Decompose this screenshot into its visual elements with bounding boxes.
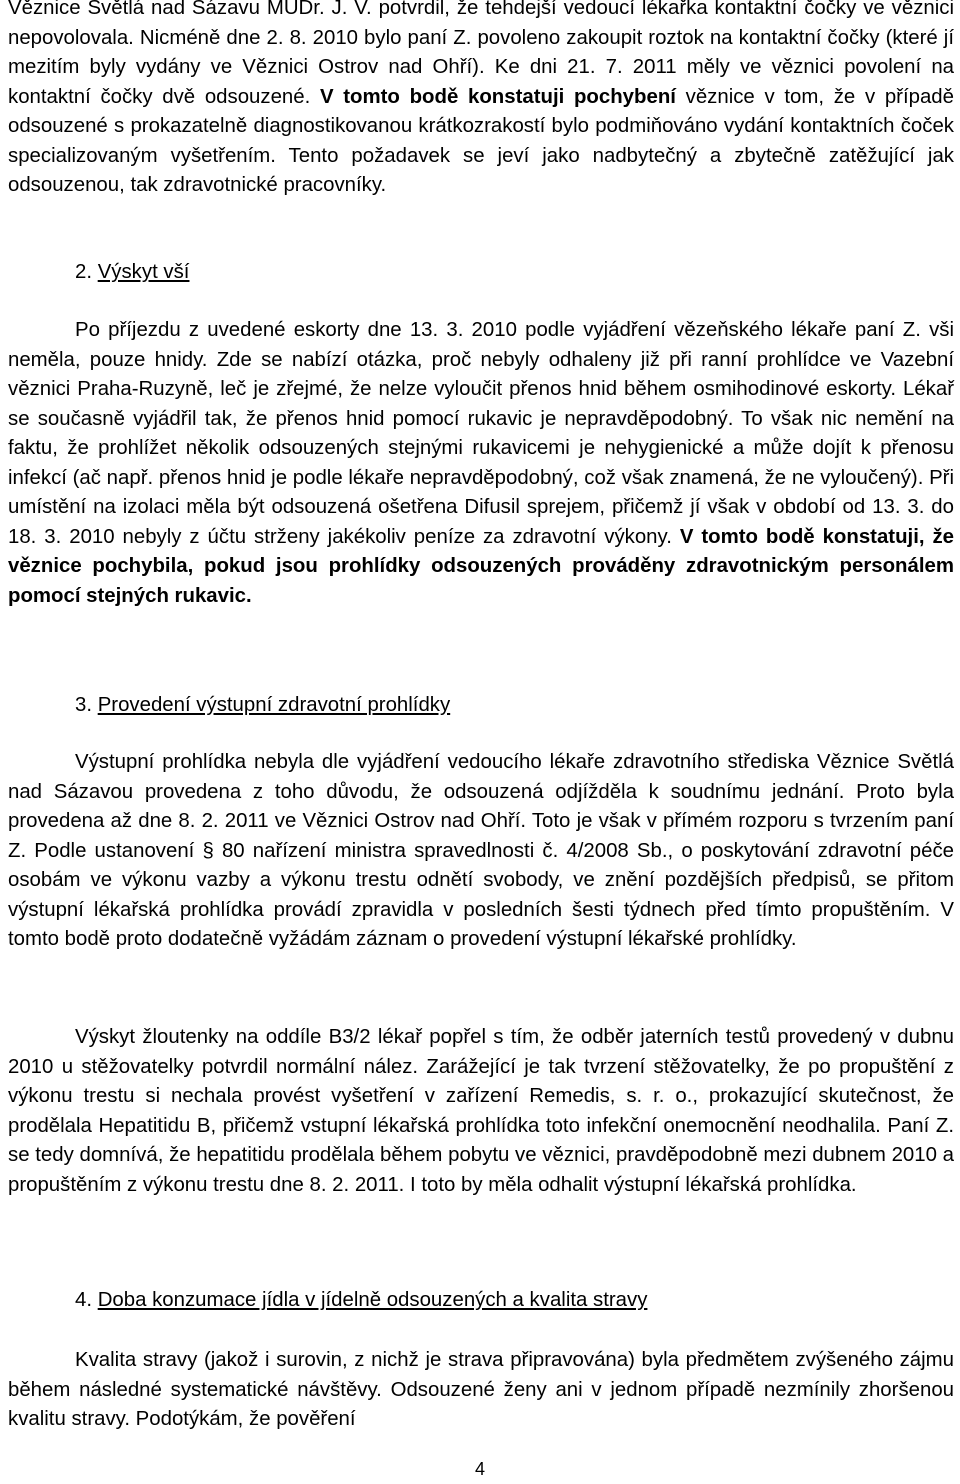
- section-heading-lice: [75, 258, 189, 288]
- paragraph-text: Po příjezdu z uvedené eskorty dne 13. 3. 2010 podle vyjádření vězeňského lékaře paní Z. vši neměla, pouze hnidy. Zde se nabízí otázka, proč nebyly odhaleny již při ranní prohlídce ve Vazební věznici Praha-Ruzyně, leč je zřejmé, že nelze vyloučit přenos hnid během osmihodinové eskorty. Lékař se současně vyjádřil tak, že přenos hnid pomocí rukavic je nepravděpodobný. To však nic nemění na faktu, že prohlížet několik odsouzených stejnými rukavicemi je nehygienické a může dojít k přenosu infekcí (ač např. přenos hnid je podle lékaře nepravděpodobný, což však znamená, že ne vyloučený). Při umístění na izolaci měla být odsouzená ošetřena Difusil sprejem, přičemž jí však v období od 13. 3. do 18. 3. 2010 nebyly z účtu strženy jakékoliv peníze za zdravotní výkony.: [8, 319, 954, 548]
- section-title: Provedení výstupní zdravotní prohlídky: [97, 694, 451, 716]
- section-title: Výskyt vší: [97, 261, 190, 283]
- paragraph-hepatitis: Výskyt žloutenky na oddíle B3/2 lékař popřel s tím, že odběr jaterních testů provedený v dubnu 2010 u stěžovatelky potvrdil normální nález. Zarážející je tak tvrzení stěžovatelky, že po propuštění z výkonu trestu si nechala provést vyšetření v zařízení Remedis, s. r. o., prokazující skutečnost, že prodělala Hepatitidu B, přičemž vstupní lékařská prohlídka toto infekční onemocnění neodhalila. Paní Z. se tedy domnívá, že hepatitidu prodělala během pobytu ve věznici, pravděpodobně mezi dubnem 2010 a propuštěním z výkonu trestu dne 8. 2. 2011. I toto by měla odhalit výstupní lékařská prohlídka.: [8, 1026, 954, 1196]
- paragraph-lice: [8, 316, 954, 611]
- section-number: 4.: [75, 1289, 93, 1311]
- paragraph-text: Věznice Světlá nad Sázavu MUDr. J. V. potvrdil, že tehdejší vedoucí lékařka kontaktní čočky ve věznici nepovolovala. Nicméně dne 2. 8. 2010 bylo paní Z. povoleno zakoupit roztok na kontaktní čočky (které jí mezitím byly vydány ve Věznici Ostrov nad Ohří). Ke dni 21. 7. 2011 měly ve věznici povolení na kontaktní čočky dvě odsouzené.: [8, 0, 954, 108]
- paragraph-exit-exam: Výstupní prohlídka nebyla dle vyjádření vedoucího lékaře zdravotního střediska Věznice Světlá nad Sázavou provedena z toho důvodu, že odsouzená odjížděla k soudnímu jednání. Proto byla provedena až dne 8. 2. 2011 ve Věznici Ostrov nad Ohří. Toto je však v přímém rozporu s tvrzením paní Z. Podle ustanovení § 80 nařízení ministra spravedlnosti č. 4/2008 Sb., o poskytování zdravotní péče osobám ve výkonu vazby a výkonu trestu odnětí svobody, ve znění pozdějších předpisů, se přitom výstupní lékařská prohlídka provádí zpravidla v posledních šesti týdnech před tímto propuštěním. V tomto bodě proto dodatečně vyžádám záznam o provedení výstupní lékařské prohlídky.: [8, 751, 954, 950]
- page-number: 4: [474, 1459, 485, 1479]
- emphasis-finding: V tomto bodě konstatuji, že věznice pochybila, pokud jsou prohlídky odsouzených prováděny zdravotnickým personálem pomocí stejných rukavic.: [8, 525, 955, 607]
- section-heading-exit-exam: [75, 691, 450, 721]
- section-number: 3.: [75, 694, 93, 716]
- emphasis-finding: V tomto bodě konstatuji pochybení: [319, 85, 676, 108]
- paragraph-meal-quality: Kvalita stravy (jakož i surovin, z nichž je strava připravována) byla předmětem zvýšeného zájmu během následné systematické návštěvy. Odsouzené ženy ani v jednom případě nezmínily zhoršenou kvalitu stravy. Podotýkám, že pověření: [8, 1349, 954, 1430]
- section-heading-meals: [75, 1286, 647, 1316]
- section-number: 2.: [75, 261, 93, 283]
- section-title: Doba konzumace jídla v jídelně odsouzených a kvalita stravy: [97, 1289, 648, 1311]
- paragraph-contact-lenses: [8, 0, 954, 201]
- paragraph-text: věznice v tom, že v případě odsouzené s prokazatelně diagnostikovanou krátkozrakostí bylo podmiňováno vydání kontaktních čoček specializovaným vyšetřením. Tento požadavek se jeví jako nadbytečný a zbytečně zatěžující jak odsouzenou, tak zdravotnické pracovníky.: [8, 85, 954, 196]
